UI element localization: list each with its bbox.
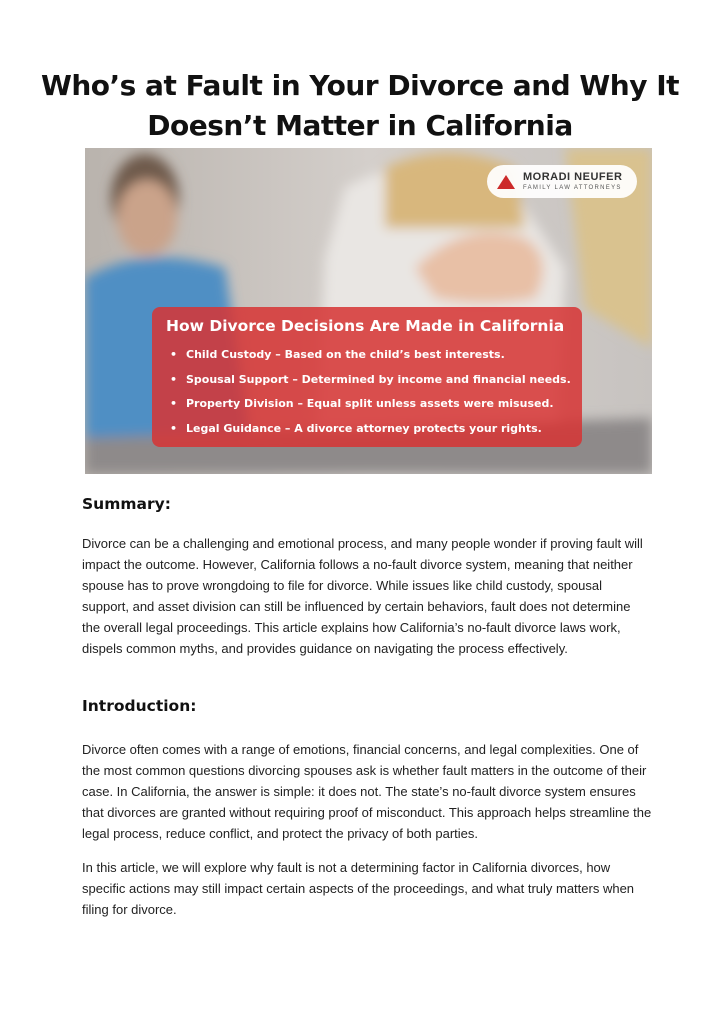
panel-heading: How Divorce Decisions Are Made in California [166, 317, 565, 335]
firm-logo [487, 165, 637, 198]
panel-bullet: • Child Custody – Based on the child’s best interests. [166, 343, 568, 368]
logo-tagline: FAMILY LAW ATTORNEYS [523, 185, 622, 191]
introduction-paragraph-2: In this article, we will explore why fault is not a determining factor in California divorces, how specific actions may still impact certain aspects of the proceedings, and what truly matters when filing for divorce. [82, 860, 635, 917]
logo-name: MORADI NEUFER [523, 171, 623, 183]
panel-bullet: • Property Division – Equal split unless assets were misused. [166, 392, 568, 417]
introduction-paragraph-1: Divorce often comes with a range of emotions, financial concerns, and legal complexities. One of the most common questions divorcing spouses ask is whether fault matters in the outcome of their case. In California, the answer is simple: it does not. The state’s no-fault divorce system ensures that divorces are granted without requiring proof of misconduct. This approach helps streamline the legal process, reduce conflict, and protect the privacy of both parties. [82, 742, 652, 841]
logo-triangle-icon [497, 175, 515, 189]
hero-image [85, 148, 652, 474]
panel-bullet: • Legal Guidance – A divorce attorney protects your rights. [166, 417, 568, 442]
introduction-heading: Introduction: [82, 697, 197, 715]
panel-bullet-list [166, 343, 571, 441]
decisions-panel [152, 307, 582, 447]
panel-bullet: • Spousal Support – Determined by income and financial needs. [166, 368, 568, 393]
summary-heading: Summary: [82, 495, 171, 513]
page-title: Who’s at Fault in Your Divorce and Why It Doesn’t Matter in California [40, 69, 680, 142]
summary-text: Divorce can be a challenging and emotional process, and many people wonder if proving fault will impact the outcome. However, California follows a no-fault divorce system, meaning that neither spouse has to prove wrongdoing to file for divorce. While issues like child custody, spousal support, and asset division can still be influenced by certain behaviors, fault does not determine the overall legal proceedings. This article explains how California’s no-fault divorce laws work, dispels common myths, and provides guidance on navigating the process effectively. [82, 536, 643, 656]
